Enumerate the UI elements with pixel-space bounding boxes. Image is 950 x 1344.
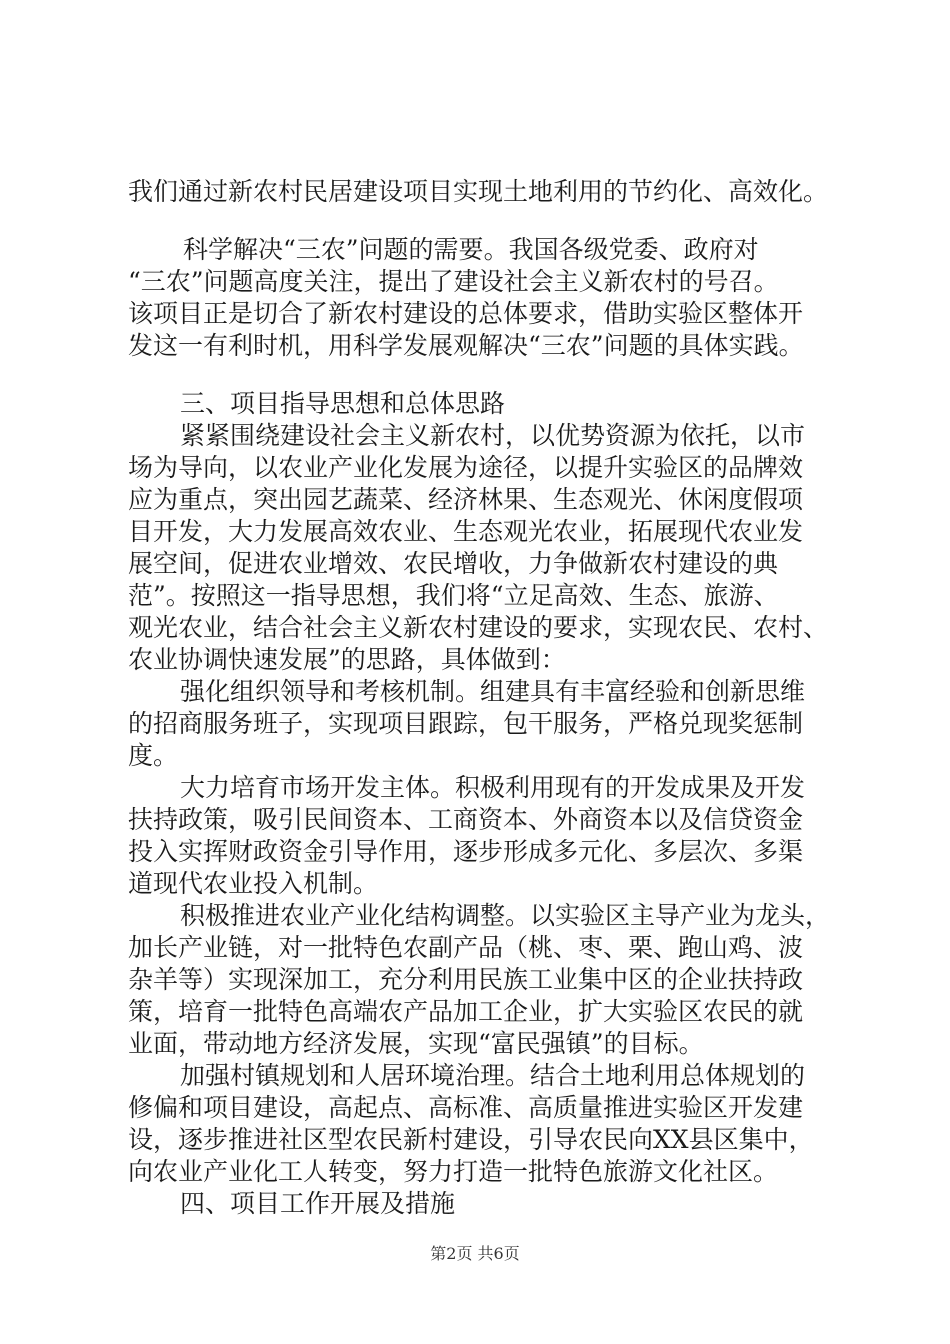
text-line: 加长产业链，对一批特色农副产品（桃、枣、栗、跑山鸡、波 [128, 933, 804, 962]
text-line: 策，培育一批特色高端农产品加工企业，扩大实验区农民的就 [128, 997, 804, 1026]
text-line: 积极推进农业产业化结构调整。以实验区主导产业为龙头， [180, 901, 831, 930]
text-line: 观光农业，结合社会主义新农村建设的要求，实现农民、农村、 [128, 613, 829, 642]
text-line: 范”。按照这一指导思想，我们将“立足高效、生态、旅游、 [128, 581, 779, 610]
text-line: 强化组织领导和考核机制。组建具有丰富经验和创新思维 [180, 677, 806, 706]
text-line: 农业协调快速发展”的思路，具体做到： [128, 645, 566, 674]
text-line: 度。 [128, 741, 179, 770]
text-line: 展空间，促进农业增效、农民增收，力争做新农村建设的典 [128, 549, 779, 578]
text-line: 扶持政策，吸引民间资本、工商资本、外商资本以及信贷资金 [128, 805, 804, 834]
text-line: 目开发，大力发展高效农业、生态观光农业，拓展现代农业发 [128, 517, 804, 546]
section-heading: 三、项目指导思想和总体思路 [180, 389, 506, 418]
text-line: 杂羊等）实现深加工，充分利用民族工业集中区的企业扶持政 [128, 965, 804, 994]
page-number: 第2页 共6页 [430, 1244, 520, 1263]
text-line: 大力培育市场开发主体。积极利用现有的开发成果及开发 [180, 773, 806, 802]
text-line: “三农”问题高度关注，提出了建设社会主义新农村的号召。 [128, 267, 779, 296]
text-line: 该项目正是切合了新农村建设的总体要求，借助实验区整体开 [128, 299, 804, 328]
text-line: 道现代农业投入机制。 [128, 869, 379, 898]
text-line: 我们通过新农村民居建设项目实现土地利用的节约化、高效化。 [128, 177, 829, 206]
text-line: 场为导向，以农业产业化发展为途径，以提升实验区的品牌效 [128, 453, 804, 482]
text-line: 业面，带动地方经济发展，实现“富民强镇”的目标。 [128, 1029, 704, 1058]
text-line: 加强村镇规划和人居环境治理。结合土地利用总体规划的 [180, 1061, 806, 1090]
text-line: 的招商服务班子，实现项目跟踪，包干服务，严格兑现奖惩制 [128, 709, 804, 738]
text-line: 发这一有利时机，用科学发展观解决“三农”问题的具体实践。 [128, 331, 804, 360]
text-line: 设，逐步推进社区型农民新村建设，引导农民向XX县区集中， [128, 1125, 814, 1154]
text-line: 投入实挥财政资金引导作用，逐步形成多元化、多层次、多渠 [128, 837, 804, 866]
text-line: 紧紧围绕建设社会主义新农村，以优势资源为依托，以市 [180, 421, 806, 450]
text-line: 向农业产业化工人转变，努力打造一批特色旅游文化社区。 [128, 1157, 779, 1186]
section-heading: 四、项目工作开展及措施 [180, 1189, 456, 1218]
text-line: 科学解决“三农”问题的需要。我国各级党委、政府对 [183, 235, 759, 264]
text-line: 修偏和项目建设，高起点、高标准、高质量推进实验区开发建 [128, 1093, 804, 1122]
text-line: 应为重点，突出园艺蔬菜、经济林果、生态观光、休闲度假项 [128, 485, 804, 514]
